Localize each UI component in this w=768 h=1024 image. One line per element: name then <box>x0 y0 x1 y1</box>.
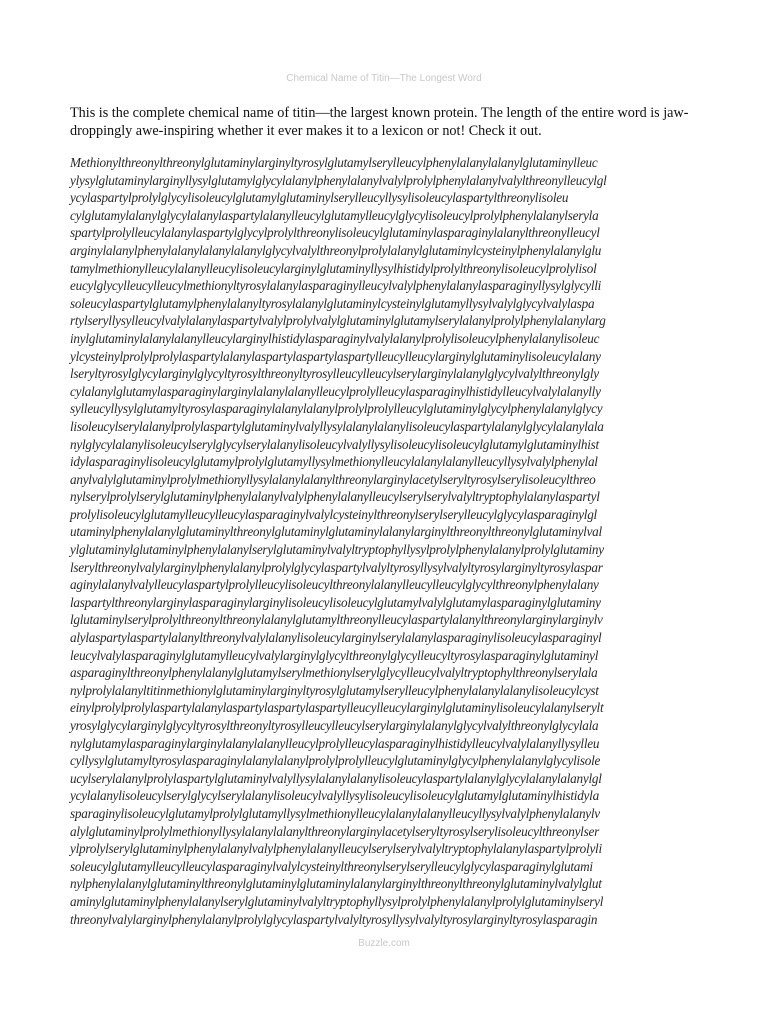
chemical-name-line: soleucylaspartylglutamylphenylalanyltyrosylalanylglutaminylcysteinylglutamyllysylvalylglycylvalylaspa <box>70 295 595 311</box>
chemical-name-line: threonylvalylarginylphenylalanylprolylglycylaspartylvalyltyrosyllysylvalyltyrosylarginyltyrosylasparagin <box>70 911 598 927</box>
chemical-name-line: soleucylglutamylleucylleucylasparaginylvalylcysteinylthreonylserylserylleucylglycylasparaginylglutami <box>70 858 593 874</box>
chemical-name-line: ylcysteinylprolylprolylaspartylalanylaspartylaspartylaspartylleucylleucylarginylglutaminylisoleucylalany <box>70 348 601 364</box>
chemical-name-line: lglutaminylserylprolylthreonylthreonylalanylglutamylthreonylleucylaspartylalanylthreonylarginylarginylv <box>70 612 603 628</box>
chemical-name-line: inylglutaminylalanylalanylleucylarginylhistidylasparaginylvalylalanylprolylisoleucylphenylalanylisoleuc <box>70 330 600 346</box>
chemical-name-line: einylprolylprolylaspartylalanylaspartylaspartylaspartylleucylleucylarginylglutaminylisoleucylalanylserylt <box>70 700 604 716</box>
chemical-name-line: utaminylphenylalanylglutaminylthreonylglutaminylglutaminylalanylarginylthreonylthreonylglutaminylval <box>70 524 602 540</box>
chemical-name-line: cylalanylglutamylasparaginylarginylalanylalanylleucylprolylleucylasparaginylhistidylleucylvalylalanylly <box>70 383 601 399</box>
chemical-name-line: idylasparaginylisoleucylglutamylprolylglutamyllysylmethionylleucylalanylalanylleucyllysylvalylphenylal <box>70 454 598 470</box>
chemical-name-line: laspartylthreonylarginylasparaginylarginylisoleucylisoleucylglutamylvalylglutamylasparaginylglutaminy <box>70 594 601 610</box>
chemical-name-line: anylvalylglutaminylprolylmethionyllysylalanylalanylthreonylarginylacetylseryltyrosylserylisoleucylthreo <box>70 471 596 487</box>
chemical-name-line: asparaginylthreonylphenylalanylglutamylserylmethionylserylglycylleucylvalyltryptophylthreonylserylala <box>70 665 598 681</box>
chemical-name-line: nylserylprolylserylglutaminylphenylalanylvalylphenylalanylleucylserylserylvalyltryptophylalanylaspartyl <box>70 489 600 505</box>
chemical-name-line: aminylglutaminylphenylalanylserylglutaminylvalyltryptophyllysylprolylphenylalanylprolylglutaminylseryl <box>70 893 604 909</box>
titin-chemical-name <box>70 154 682 928</box>
chemical-name-line: tamylmethionylleucylalanylleucylisoleucylarginylglutaminyllysylhistidylprolylthreonylisoleucylprolylisol <box>70 260 597 276</box>
chemical-name-line: alylglutaminylprolylmethionyllysylalanylalanylthreonylarginylacetylseryltyrosylserylisoleucylthreonylser <box>70 823 599 839</box>
chemical-name-line: ucylserylalanylprolylaspartylglutaminylvalyllysylalanylalanylisoleucylaspartylalanylglycylalanylalanylgl <box>70 770 602 786</box>
chemical-name-line: nylprolylalanyltitinmethionylglutaminylarginyltyrosylglutamylserylleucylphenylalanylalanylisoleucylcyst <box>70 682 599 698</box>
chemical-name-line: rtylseryllysylleucylvalylalanylaspartylvalylprolylvalylglutaminylglutamylserylalanylprolylphenylalanylarg <box>70 313 606 329</box>
chemical-name-line: prolylisoleucylglutamylleucylleucylasparaginylvalylcysteinylthreonylserylserylleucylglycylasparaginylgl <box>70 506 597 522</box>
chemical-name-line: ycylaspartylprolylglycylisoleucylglutamylglutaminylserylleucyllysylisoleucylaspartylthreonylisoleu <box>70 190 569 206</box>
chemical-name-line: ylprolylserylglutaminylphenylalanylvalylphenylalanylleucylserylserylvalyltryptophylalanylaspartylprolyli <box>70 841 602 857</box>
chemical-name-line: spartylprolylleucylalanylaspartylglycylprolylthreonylisoleucylglutaminylasparaginylalanylthreonylleucyl <box>70 225 600 241</box>
chemical-name-line: nylglutamylasparaginylarginylalanylalanylleucylprolylleucylasparaginylhistidylleucylvalylalanyllysylleu <box>70 735 600 751</box>
chemical-name-line: cyllysylglutamyltyrosylasparaginylalanylalanylprolylprolylleucylglutaminylglycylphenylalanylglycylisole <box>70 753 601 769</box>
chemical-name-line: ycylalanylisoleucylserylglycylserylalanylisoleucylvalyllysylisoleucylisoleucylglutamylglutaminylhistidyla <box>70 788 599 804</box>
chemical-name-line: nylphenylalanylglutaminylthreonylglutaminylglutaminylalanylarginylthreonylthreonylglutaminylvalylglut <box>70 876 602 892</box>
chemical-name-line: sylleucyllysylglutamyltyrosylasparaginylalanylalanylprolylprolylleucylglutaminylglycylphenylalanylglycy <box>70 401 603 417</box>
chemical-name-line: aginylalanylvalylleucylaspartylprolylleucylisoleucylthreonylalanylleucylleucylglycylthreonylphenylalany <box>70 577 599 593</box>
intro-paragraph: This is the complete chemical name of titin—the largest known protein. The length of the entire word is jaw-droppingly awe-inspiring whether it ever makes it to a lexicon or not! Check it out. <box>70 105 689 139</box>
chemical-name-line: ylysylglutaminylarginyllysylglutamylglycylalanylphenylalanylvalylprolylphenylalanylvalylthreonylleucylgl <box>70 172 607 188</box>
chemical-name-line: ylglutaminylglutaminylphenylalanylserylglutaminylvalyltryptophyllysylprolylphenylalanylprolylglutaminy <box>70 542 604 558</box>
chemical-name-line: lseryltyrosylglycylarginylglycyltyrosylthreonyltyrosylleucylleucylserylarginylalanylglycylvalylthreonylgly <box>70 366 599 382</box>
chemical-name-line: nylglycylalanylisoleucylserylglycylserylalanylisoleucylvalyllysylisoleucylisoleucylglutamylglutaminylhist <box>70 436 599 452</box>
document-header-title: Chemical Name of Titin—The Longest Word <box>286 73 482 84</box>
chemical-name-line: leucylvalylasparaginylglutamylleucylvalylarginylglycylthreonylglycylleucyltyrosylasparaginylglutaminyl <box>70 647 599 663</box>
chemical-name-line: alylaspartylaspartylalanylthreonylvalylalanylisoleucylarginylserylalanylasparaginylisoleucylasparaginyl <box>70 630 602 646</box>
chemical-name-line: lserylthreonylvalylarginylphenylalanylprolylglycylaspartylvalyltyrosyllysylvalyltyrosylarginyltyrosylaspar <box>70 559 603 575</box>
chemical-name-line: yrosylglycylarginylglycyltyrosylthreonyltyrosylleucylleucylserylarginylalanylglycylvalylthreonylglycylala <box>70 718 599 733</box>
footer-source-link[interactable]: Buzzle.com <box>358 938 410 949</box>
chemical-name-line: sparaginylisoleucylglutamylprolylglutamyllysylmethionylleucylalanylalanylleucyllysylvalylphenylalanylv <box>70 805 600 821</box>
chemical-name-line: Methionylthreonylthreonylglutaminylarginyltyrosylglutamylserylleucylphenylalanylalanylglutaminylleuc <box>70 155 598 170</box>
chemical-name-line: eucylglycylleucylleucylmethionyltyrosylalanylasparaginylleucylvalylphenylalanylasparaginyllysylglycylli <box>70 278 602 294</box>
chemical-name-line: lisoleucylserylalanylprolylaspartylglutaminylvalyllysylalanylalanylisoleucylaspartylalanylglycylalanylala <box>70 418 604 434</box>
chemical-name-line: cylglutamylalanylglycylalanylaspartylalanylleucylglutamylleucylglycylisoleucylprolylphenylalanylseryla <box>70 207 599 223</box>
chemical-name-line: arginylalanylphenylalanylalanylalanylglycylvalylthreonylprolylalanylglutaminylcysteinylphenylalanylglu <box>70 242 602 258</box>
